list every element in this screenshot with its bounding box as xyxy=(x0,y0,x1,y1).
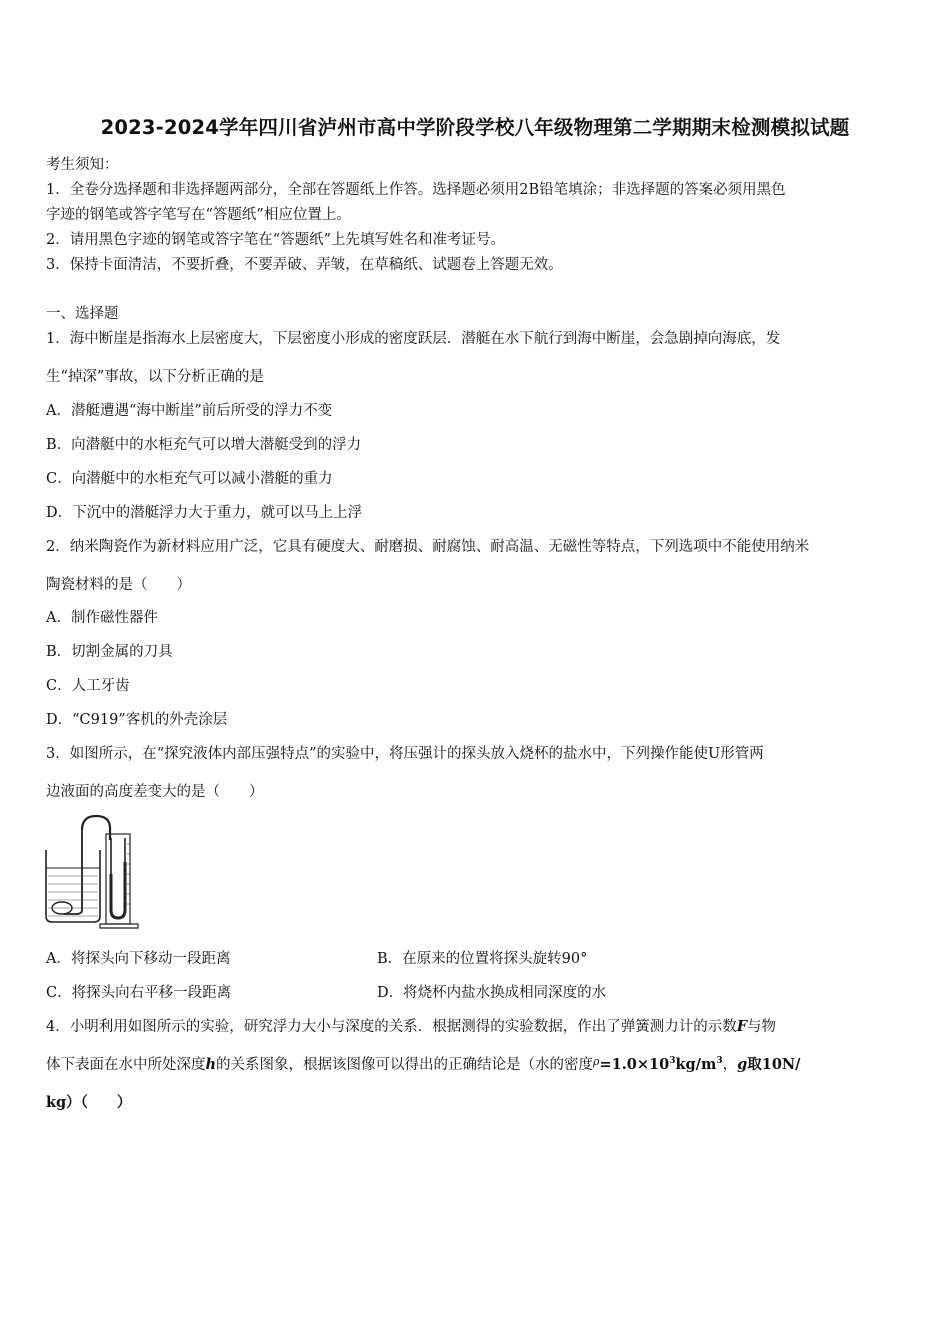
q2-option-d: D．“C919”客机的外壳涂层 xyxy=(46,712,228,728)
var-rho: ρ xyxy=(593,1055,600,1068)
q2-stem: 陶瓷材料的是（ ） xyxy=(46,577,191,593)
q3-option-b: B．在原来的位置将探头旋转90° xyxy=(377,951,588,967)
q1-option-d: D．下沉中的潜艇浮力大于重力，就可以马上上浮 xyxy=(46,505,363,521)
q4-stem-text: 体下表面在水中所处深度 xyxy=(46,1057,206,1073)
var-g: g xyxy=(737,1056,748,1073)
density-value: =1.0×10 xyxy=(599,1056,670,1073)
notice-item: 3．保持卡面清洁，不要折叠，不要弄破、弄皱，在草稿纸、试题卷上答题无效。 xyxy=(46,257,563,273)
notice-item: 字迹的钢笔或答字笔写在“答题纸”相应位置上。 xyxy=(46,207,351,223)
q1-option-b: B．向潜艇中的水柜充气可以增大潜艇受到的浮力 xyxy=(46,437,362,453)
density-exponent: 3 xyxy=(669,1056,676,1067)
notice-item: 1．全卷分选择题和非选择题两部分，全部在答题纸上作答。选择题必须用2B铅笔填涂；非选择题的答案必须用黑色 xyxy=(46,182,786,198)
q1-option-a: A．潜艇遭遇“海中断崖”前后所受的浮力不变 xyxy=(46,403,333,419)
q4-stem xyxy=(46,1053,800,1074)
q3-stem: 边液面的高度差变大的是（ ） xyxy=(46,784,264,800)
q1-option-c: C．向潜艇中的水柜充气可以减小潜艇的重力 xyxy=(46,471,333,487)
notice-heading: 考生须知： xyxy=(46,157,119,173)
q4-stem-text: 的关系图象，根据该图像可以得出的正确结论是（水的密度 xyxy=(216,1057,594,1073)
q4-stem-text: 4．小明利用如图所示的实验，研究浮力大小与深度的关系．根据测得的实验数据，作出了弹簧测力计的示数 xyxy=(46,1019,737,1035)
section-heading: 一、选择题 xyxy=(46,306,119,322)
notice-item: 2．请用黑色字迹的钢笔或答字笔在“答题纸”上先填写姓名和准考证号。 xyxy=(46,232,506,248)
q3-stem: 3．如图所示，在“探究液体内部压强特点”的实验中，将压强计的探头放入烧杯的盐水中，下列操作能使U形管两 xyxy=(46,746,764,762)
q4-stem: kg）（ ） xyxy=(46,1094,132,1111)
var-f: F xyxy=(736,1018,748,1035)
separator: ， xyxy=(722,1057,738,1073)
page-title: 2023-2024学年四川省泸州市高中学阶段学校八年级物理第二学期期末检测模拟试题 xyxy=(100,116,850,139)
q2-stem: 2．纳米陶瓷作为新材料应用广泛，它具有硬度大、耐磨损、耐腐蚀、耐高温、无磁性等特点，下列选项中不能使用纳米 xyxy=(46,539,810,555)
q1-stem: 1．海中断崖是指海水上层密度大，下层密度小形成的密度跃层．潜艇在水下航行到海中断崖，会急剧掉向海底，发 xyxy=(46,331,781,347)
density-unit: kg/m xyxy=(675,1056,717,1073)
var-h: h xyxy=(205,1056,217,1073)
pressure-gauge-figure xyxy=(40,810,140,935)
q3-option-c: C．将探头向右平移一段距离 xyxy=(46,985,232,1001)
g-value: 取10N/ xyxy=(747,1056,801,1073)
q2-option-a: A．制作磁性器件 xyxy=(46,610,158,626)
q2-option-c: C．人工牙齿 xyxy=(46,678,130,694)
q1-stem: 生“掉深”事故，以下分析正确的是 xyxy=(46,369,264,385)
q2-option-b: B．切割金属的刀具 xyxy=(46,644,173,660)
q3-option-a: A．将探头向下移动一段距离 xyxy=(46,951,231,967)
q4-stem xyxy=(46,1015,776,1036)
q3-option-d: D．将烧杯内盐水换成相同深度的水 xyxy=(377,985,607,1001)
q4-stem-text: 与物 xyxy=(747,1019,777,1035)
density-unit-exponent: 3 xyxy=(716,1056,723,1067)
